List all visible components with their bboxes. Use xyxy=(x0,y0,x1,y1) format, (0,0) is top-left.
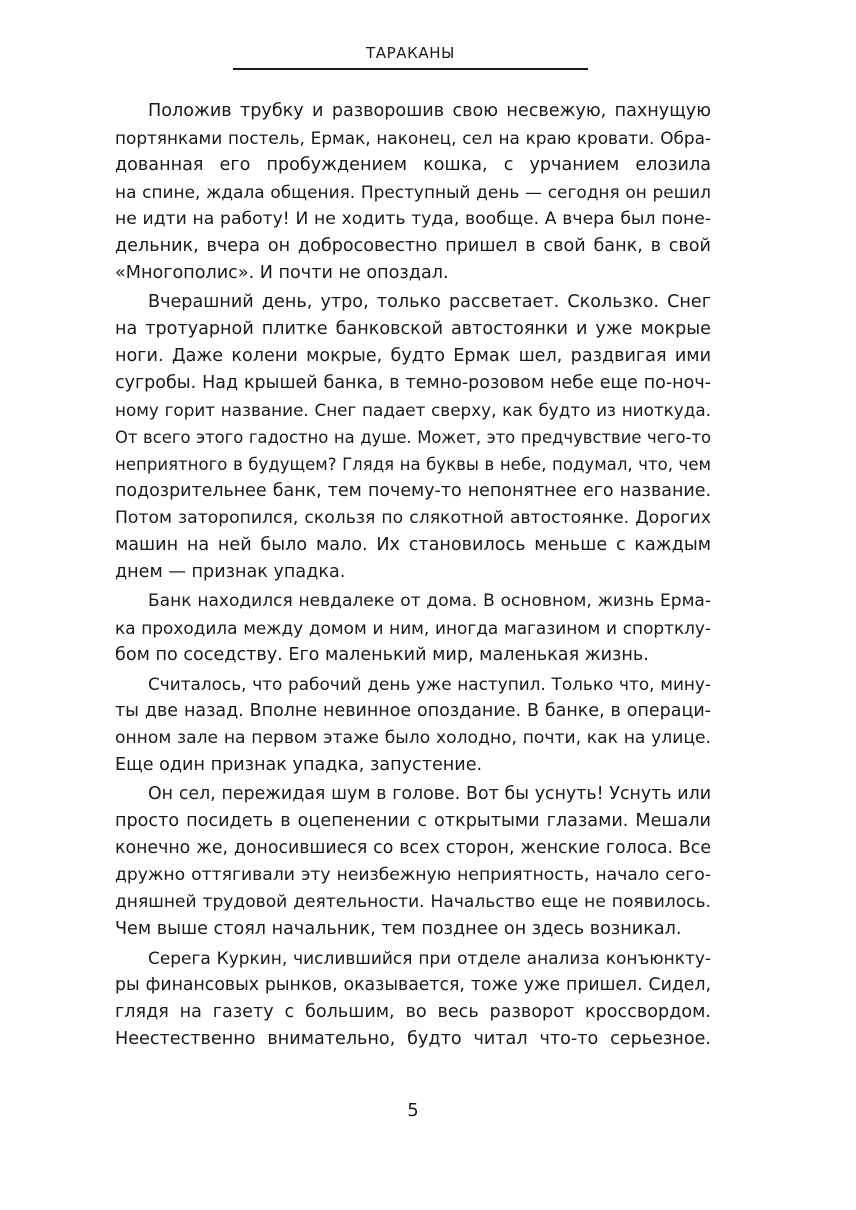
text-line: Считалось, что рабочий день уже наступил. Только что, мину- xyxy=(148,674,711,694)
text-line: дружно оттягивали эту неизбежную неприятность, начало сего- xyxy=(115,865,711,885)
text-line: сугробы. Над крышей банка, в темно-розовом небе еще по-ноч- xyxy=(115,373,711,393)
header-rule xyxy=(233,68,588,70)
text-line: не идти на работу! И не ходить туда, вообще. А вчера был поне- xyxy=(115,209,711,229)
text-line: глядя на газету с большим, во весь разворот кроссвордом. xyxy=(115,1002,711,1022)
text-line: Банк находился невдалеке от дома. В основном, жизнь Ерма- xyxy=(148,591,711,611)
text-line: Вчерашний день, утро, только рассветает. Скользко. Снег xyxy=(148,292,711,312)
text-line: Положив трубку и разворошив свою несвежую, пахнущую xyxy=(148,101,711,121)
text-line: «Многополис». И почти не опоздал. xyxy=(115,263,449,283)
text-line: ры финансовых рынков, оказывается, тоже уже пришел. Сидел, xyxy=(115,975,711,995)
text-line: днем — признак упадка. xyxy=(115,562,346,582)
text-line: на спине, ждала общения. Преступный день — сегодня он решил xyxy=(115,182,711,202)
running-head: ТАРАКАНЫ xyxy=(366,44,455,62)
text-line: Потом заторопился, скользя по слякотной автостоянке. Дорогих xyxy=(115,508,711,528)
body-text xyxy=(115,98,711,1053)
text-line: дованная его пробуждением кошка, с урчанием елозила xyxy=(115,155,711,175)
text-line: ноги. Даже колени мокрые, будто Ермак шел, раздвигая ими xyxy=(115,346,711,366)
text-line: ты две назад. Вполне невинное опоздание. В банке, в операци- xyxy=(115,701,711,721)
text-line: онном зале на первом этаже было холодно, почти, как на улице. xyxy=(115,728,711,748)
text-line: Он сел, пережидая шум в голове. Вот бы уснуть! Уснуть или xyxy=(148,784,711,804)
text-line: Чем выше стоял начальник, тем позднее он здесь возникал. xyxy=(115,919,682,939)
text-line: подозрительнее банк, тем почему-то непонятнее его название. xyxy=(115,481,711,501)
text-line: Серега Куркин, числившийся при отделе анализа конъюнкту- xyxy=(148,948,711,968)
text-line: ному горит название. Снег падает сверху, как будто из ниоткуда. xyxy=(115,400,711,420)
text-line: дняшней трудовой деятельности. Начальство еще не появилось. xyxy=(115,892,711,912)
text-line: портянками постель, Ермак, наконец, сел на краю кровати. Обра- xyxy=(115,128,711,148)
page-number: 5 xyxy=(407,1100,419,1121)
text-line: От всего этого гадостно на душе. Может, это предчувствие чего-то xyxy=(115,428,711,447)
text-line: неприятного в будущем? Глядя на буквы в небе, подумал, что, чем xyxy=(115,455,711,474)
text-line: машин на ней было мало. Их становилось меньше с каждым xyxy=(115,535,711,555)
text-line: бом по соседству. Его маленький мир, маленькая жизнь. xyxy=(115,645,649,665)
text-line: ка проходила между домом и ним, иногда магазином и спортклу- xyxy=(115,618,711,638)
text-line: дельник, вчера он добросовестно пришел в свой банк, в свой xyxy=(115,236,711,256)
text-line: Неестественно внимательно, будто читал что-то серьезное. xyxy=(115,1029,711,1049)
text-line: просто посидеть в оцепенении с открытыми глазами. Мешали xyxy=(115,811,711,831)
text-line: на тротуарной плитке банковской автостоянки и уже мокрые xyxy=(115,319,711,339)
text-line: конечно же, доносившиеся со всех сторон, женские голоса. Все xyxy=(115,838,711,858)
text-line: Еще один признак упадка, запустение. xyxy=(115,755,483,775)
